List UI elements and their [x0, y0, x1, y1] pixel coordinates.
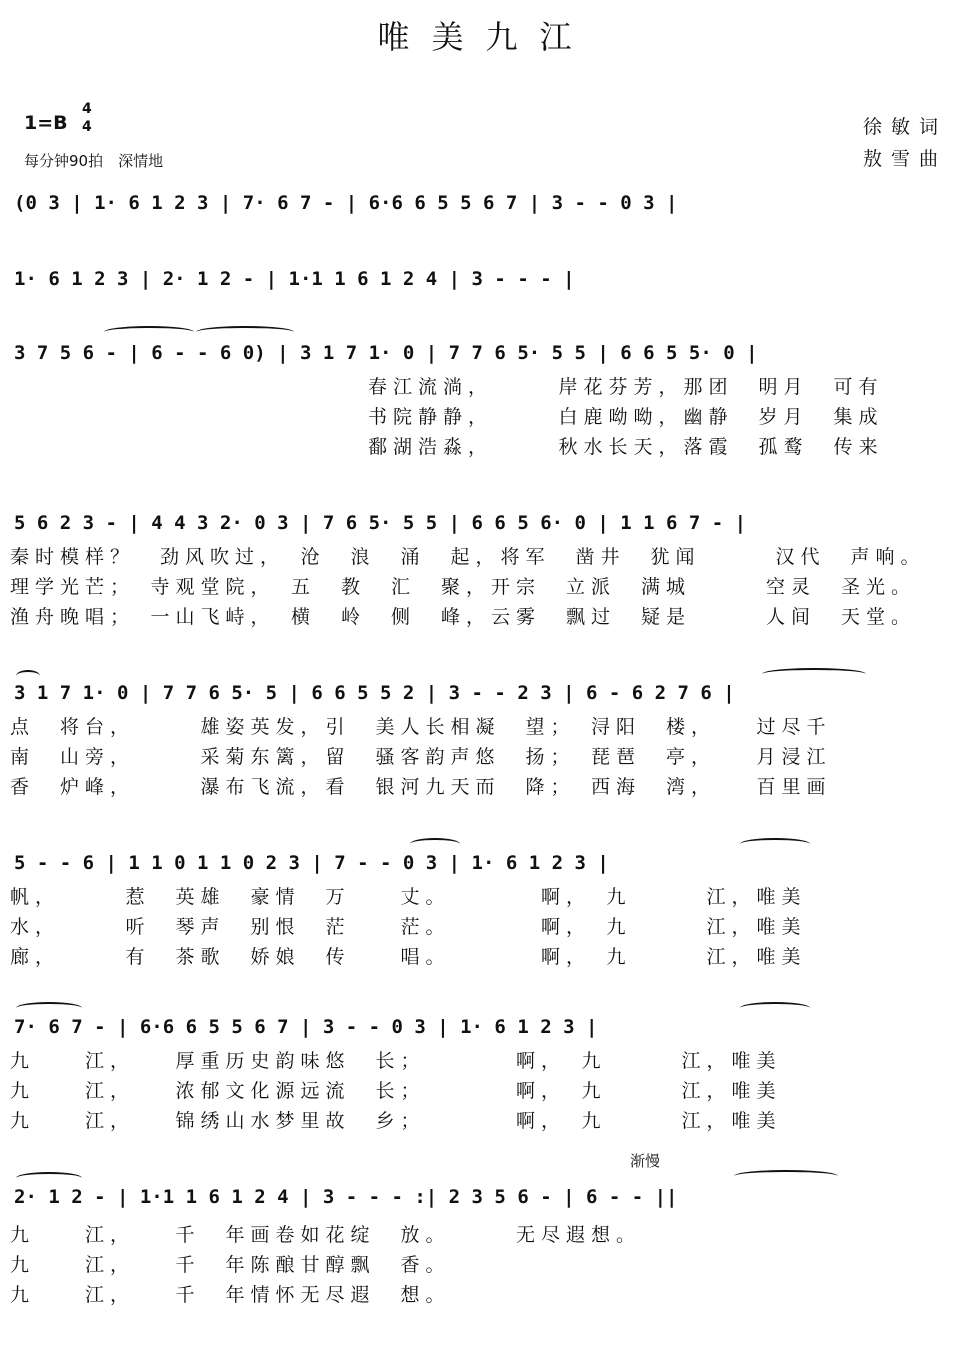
lyric-verse-2: 水， 听 琴声 别恨 茫 茫。 啊， 九 江，唯美 [10, 916, 807, 938]
lyric-verse-1: 九 江， 千 年画卷如花绽 放。 无尽遐想。 [10, 1224, 642, 1246]
ritardando-mark: 渐慢 [630, 1152, 661, 1170]
lyric-verse-2: 九 江， 千 年陈酿甘醇飘 香。 [10, 1254, 451, 1276]
lyric-verse-3: 九 江， 千 年情怀无尽遐 想。 [10, 1284, 451, 1306]
lyric-verse-1: 春江流淌， 岸花芬芳，那团 明月 可有 [368, 376, 884, 398]
lyric-verse-3: 鄱湖浩淼， 秋水长天，落霞 孤鹜 传来 [368, 436, 884, 458]
lyric-verse-3: 九 江， 锦绣山水梦里故 乡； 啊， 九 江，唯美 [10, 1110, 782, 1132]
lyric-verse-1: 点 将台， 雄姿英发，引 美人长相凝 望； 浔阳 楼， 过尽千 [10, 716, 832, 738]
notation-line: 7· 6 7 - | 6·6 6 5 5 6 7 | 3 - - 0 3 | 1· 6 1 2 3 | [14, 1016, 598, 1038]
lyric-verse-3: 香 炉峰， 瀑布飞流，看 银河九天而 降； 西海 湾， 百里画 [10, 776, 832, 798]
lyricist-credit: 徐敏词 [862, 116, 947, 138]
notation-line: 3 1 7 1· 0 | 7 7 6 5· 5 | 6 6 5 5 2 | 3 - - 2 3 | 6 - 6 2 7 6 | [14, 682, 735, 704]
lyric-verse-1: 九 江， 厚重历史韵味悠 长； 啊， 九 江，唯美 [10, 1050, 782, 1072]
tempo-marking: 每分钟90拍 深情地 [24, 152, 164, 170]
lyric-verse-2: 九 江， 浓郁文化源远流 长； 啊， 九 江，唯美 [10, 1080, 782, 1102]
notation-line: (0 3 | 1· 6 1 2 3 | 7· 6 7 - | 6·6 6 5 5 6 7 | 3 - - 0 3 | [14, 192, 678, 214]
notation-line: 5 - - 6 | 1 1 0 1 1 0 2 3 | 7 - - 0 3 | 1· 6 1 2 3 | [14, 852, 609, 874]
lyric-verse-2: 理学光芒； 寺观堂院， 五 教 汇 聚，开宗 立派 满城 空灵 圣光。 [10, 576, 917, 598]
composer-credit: 敖雪曲 [862, 148, 947, 170]
time-signature-top: 4 [82, 101, 92, 117]
song-title: 唯美九江 [377, 18, 594, 56]
lyric-verse-1: 秦时模样？ 劲风吹过， 沧 浪 涌 起，将军 凿井 犹闻 汉代 声响。 [10, 546, 926, 568]
lyric-verse-3: 廊， 有 茶歌 娇娘 传 唱。 啊， 九 江，唯美 [10, 946, 807, 968]
notation-line: 1· 6 1 2 3 | 2· 1 2 - | 1·1 1 6 1 2 4 | 3 - - - | [14, 268, 575, 290]
notation-line: 5 6 2 3 - | 4 4 3 2· 0 3 | 7 6 5· 5 5 | 6 6 5 6· 0 | 1 1 6 7 - | [14, 512, 747, 534]
lyric-verse-2: 书院静静， 白鹿呦呦，幽静 岁月 集成 [368, 406, 884, 428]
lyric-verse-1: 帆， 惹 英雄 豪情 万 丈。 啊， 九 江，唯美 [10, 886, 807, 908]
key-signature: 1=B [24, 112, 68, 134]
time-signature [82, 100, 92, 136]
time-signature-bottom: 4 [82, 119, 92, 135]
notation-line: 3 7 5 6 - | 6 - - 6 0) | 3 1 7 1· 0 | 7 7 6 5· 5 5 | 6 6 5 5· 0 | [14, 342, 758, 364]
lyric-verse-3: 渔舟晚唱； 一山飞峙， 横 岭 侧 峰，云雾 飘过 疑是 人间 天堂。 [10, 606, 917, 628]
lyric-verse-2: 南 山旁， 采菊东篱，留 骚客韵声悠 扬； 琵琶 亭， 月浸江 [10, 746, 832, 768]
notation-line: 2· 1 2 - | 1·1 1 6 1 2 4 | 3 - - - :| 2 3 5 6 - | 6 - - || [14, 1186, 678, 1208]
